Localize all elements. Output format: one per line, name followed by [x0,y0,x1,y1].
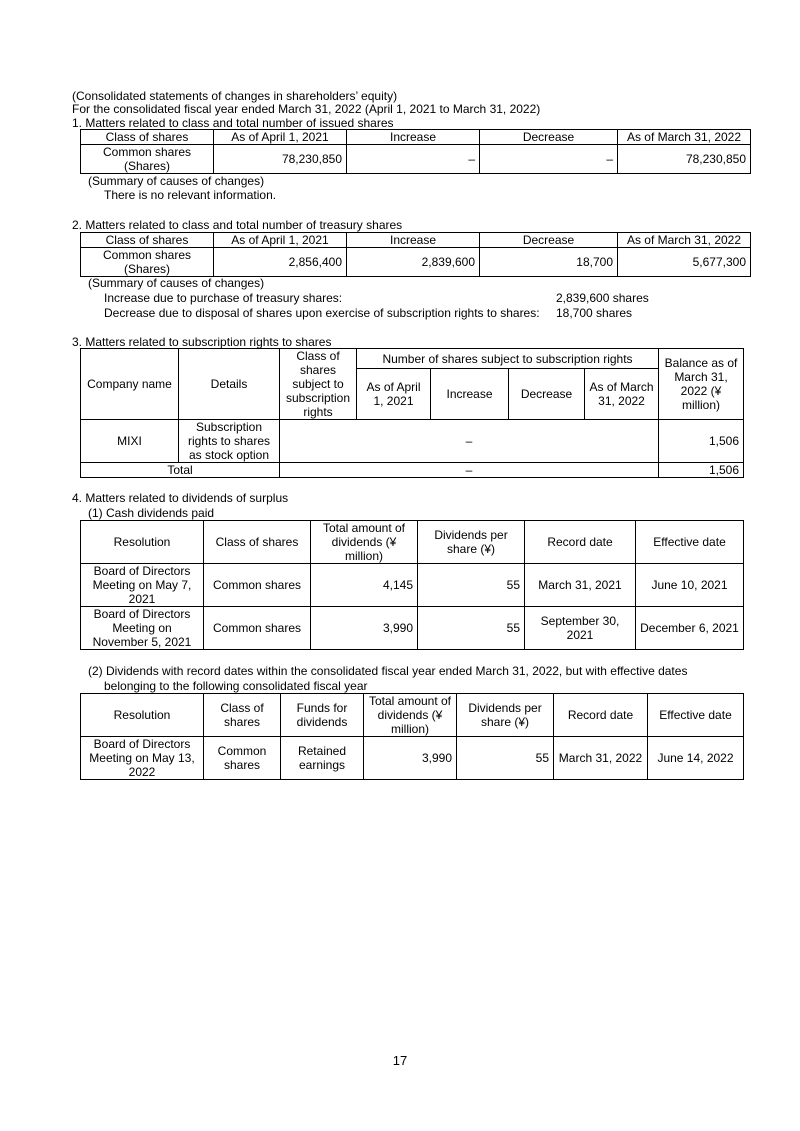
section2-heading: 2. Matters related to class and total number of treasury shares [72,218,403,232]
table-row [81,248,751,277]
total-label: Total [81,463,280,478]
future-dividends-table [80,693,744,780]
column-header: Effective date [636,521,744,564]
details-cell: Subscription rights to shares as stock option [179,420,280,463]
table-row [81,607,744,650]
treasury-shares-table [80,232,751,277]
column-header: Dividends per share (¥) [418,521,525,564]
column-header: Class of shares [204,521,311,564]
column-header: As of April 1, 2021 [357,369,431,420]
value-cell: 78,230,850 [214,145,347,174]
value-cell: 2,856,400 [214,248,347,277]
effective-date-cell: June 10, 2021 [636,564,744,607]
column-header: Details [179,349,280,420]
shares-cell: – [280,420,659,463]
class-cell: Common shares [204,564,311,607]
column-header: Resolution [81,694,204,737]
class-cell: Common shares (Shares) [81,145,214,174]
column-header: Funds for dividends [281,694,364,737]
effective-date-cell: June 14, 2022 [648,737,744,780]
total-row [81,463,744,478]
page-number: 17 [392,1053,408,1068]
total-balance: 1,506 [659,463,744,478]
record-date-cell: September 30, 2021 [525,607,636,650]
resolution-cell: Board of Directors Meeting on May 13, 2022 [81,737,204,780]
column-header: Resolution [81,521,204,564]
class-cell: Common shares [204,737,281,780]
column-header: Increase [347,233,480,248]
total-cell: 4,145 [311,564,418,607]
column-header: Dividends per share (¥) [457,694,554,737]
table-row [81,737,744,780]
value-cell: 18,700 [480,248,618,277]
column-header: As of March 31, 2022 [618,130,751,145]
table-row [81,564,744,607]
class-cell: Common shares [204,607,311,650]
column-header: Total amount of dividends (¥ million) [364,694,457,737]
per-share-cell: 55 [418,607,525,650]
total-cell: 3,990 [311,607,418,650]
column-header: As of April 1, 2021 [214,130,347,145]
section1-heading: 1. Matters related to class and total number of issued shares [72,116,394,130]
resolution-cell: Board of Directors Meeting on November 5, 2021 [81,607,204,650]
total-cell: 3,990 [364,737,457,780]
column-header: Class of shares [81,233,214,248]
record-date-cell: March 31, 2021 [525,564,636,607]
document-title: (Consolidated statements of changes in shareholders’ equity) [72,89,398,103]
column-header: Increase [347,130,480,145]
value-cell: 2,839,600 [347,248,480,277]
effective-date-cell: December 6, 2021 [636,607,744,650]
column-header: Record date [525,521,636,564]
value-cell: – [347,145,480,174]
company-cell: MIXI [81,420,179,463]
column-group-header: Number of shares subject to subscription rights [357,349,659,369]
resolution-cell: Board of Directors Meeting on May 7, 2021 [81,564,204,607]
section4-heading: 4. Matters related to dividends of surplus [72,491,289,505]
column-header: Class of shares [81,130,214,145]
column-header: Increase [431,369,509,420]
per-share-cell: 55 [418,564,525,607]
column-header: Record date [554,694,648,737]
column-header: Effective date [648,694,744,737]
total-shares: – [280,463,659,478]
column-header: Class of shares subject to subscription rights [280,349,357,420]
record-date-cell: March 31, 2022 [554,737,648,780]
column-header: As of April 1, 2021 [214,233,347,248]
column-header: As of March 31, 2022 [618,233,751,248]
summary-text: There is no relevant information. [104,188,277,202]
column-header: Decrease [509,369,585,420]
summary-label: (Summary of causes of changes) [88,174,265,188]
cause-text: Increase due to purchase of treasury shares: [104,291,343,305]
sub1-heading: (1) Cash dividends paid [88,506,215,520]
section3-heading: 3. Matters related to subscription rights to shares [72,335,332,349]
column-header: Class of shares [204,694,281,737]
subscription-rights-table [80,348,744,478]
table-row [81,145,751,174]
value-cell: 78,230,850 [618,145,751,174]
sub2-heading-line2: belonging to the following consolidated fiscal year [104,679,368,693]
summary-label: (Summary of causes of changes) [88,276,265,290]
per-share-cell: 55 [457,737,554,780]
table-row [81,420,744,463]
balance-cell: 1,506 [659,420,744,463]
class-cell: Common shares (Shares) [81,248,214,277]
column-header: Total amount of dividends (¥ million) [311,521,418,564]
cause-value: 18,700 shares [556,306,633,320]
funds-cell: Retained earnings [281,737,364,780]
value-cell: – [480,145,618,174]
column-header: Balance as of March 31, 2022 (¥ million) [659,349,744,420]
column-header: As of March 31, 2022 [585,369,659,420]
column-header: Decrease [480,233,618,248]
cause-value: 2,839,600 shares [556,291,649,305]
cause-text: Decrease due to disposal of shares upon exercise of subscription rights to shares: [104,306,540,320]
column-header: Decrease [480,130,618,145]
sub2-heading-line1: (2) Dividends with record dates within the consolidated fiscal year ended March 31, 2022, but with effective dates [88,664,688,678]
column-header: Company name [81,349,179,420]
period-line: For the consolidated fiscal year ended March 31, 2022 (April 1, 2021 to March 31, 2022) [72,102,541,116]
value-cell: 5,677,300 [618,248,751,277]
issued-shares-table [80,129,751,174]
cash-dividends-table [80,520,744,650]
